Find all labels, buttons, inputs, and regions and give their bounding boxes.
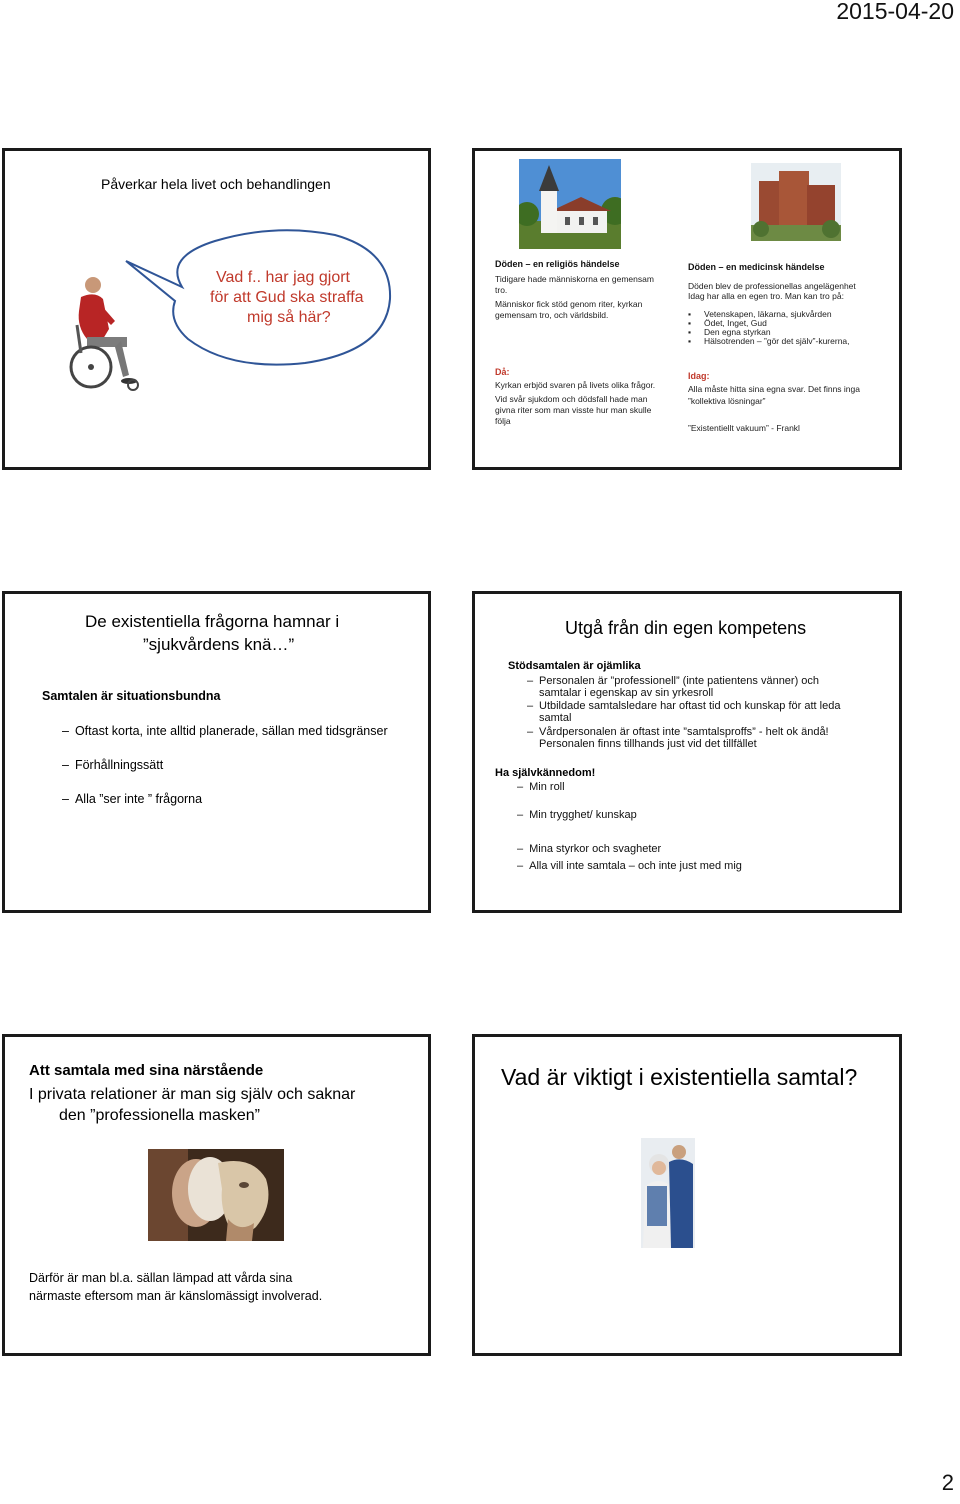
dash-icon: – (527, 700, 534, 712)
slide-6 (472, 1034, 902, 1356)
then-line-4: följa (495, 416, 511, 426)
slide-title: Vad är viktigt i existentiella samtal? (501, 1064, 858, 1090)
today-label: Idag: (688, 371, 710, 381)
support-item-2b: samtal (539, 712, 572, 724)
page-number: 2 (941, 1470, 954, 1495)
support-heading: Stödsamtalen är ojämlika (508, 660, 641, 672)
self-item-3: – Mina styrkor och svagheter (517, 843, 661, 856)
masks-photo (148, 1149, 284, 1241)
slide-title-line-2: ”sjukvårdens knä…” (143, 635, 295, 654)
hospital-photo (751, 163, 841, 241)
slide-2 (472, 148, 902, 470)
relatives-line-1: I privata relationer är man sig själv och saknar (29, 1086, 356, 1103)
bubble-line-3: mig så här? (247, 309, 331, 326)
support-item-1a: Personalen är ”professionell” (inte patientens vänner) och (539, 675, 820, 687)
religious-line-1: Tidigare hade människorna en gemensam (495, 274, 654, 284)
slide-5 (2, 1034, 431, 1356)
then-line-3: givna riter som man visste hur man skulle (495, 405, 652, 415)
situational-item-1: – Oftast korta, inte alltid planerade, sällan med tidsgränser (62, 724, 388, 738)
bubble-line-2: för att Gud ska straffa (210, 289, 364, 306)
self-item-4: – Alla vill inte samtala – och inte just med mig (517, 860, 742, 873)
religious-line-3: Människor fick stöd genom riter, kyrkan (495, 299, 643, 309)
slide-title: Utgå från din egen kompetens (565, 618, 807, 638)
bubble-line-1: Vad f.. har jag gjort (216, 269, 350, 286)
support-item-2a: Utbildade samtalsledare har oftast tid och kunskap för att leda (539, 700, 841, 712)
slide-3 (2, 591, 431, 913)
then-line-1: Kyrkan erbjöd svaren på livets olika frågor. (495, 380, 656, 390)
slide-1 (2, 148, 431, 470)
self-awareness-heading: Ha självkännedom! (495, 767, 596, 779)
dash-icon: – (527, 675, 534, 687)
conclusion-line-2: närmaste eftersom man är känslomässigt involverad. (29, 1289, 323, 1303)
situational-heading: Samtalen är situationsbundna (42, 689, 221, 703)
wheelchair-man-illustration (63, 275, 147, 397)
page-date: 2015-04-20 (836, 0, 954, 24)
today-line-2: ”kollektiva lösningar” (688, 396, 766, 406)
medical-bullet-2: ▪ Ödet, Inget, Gud (704, 318, 767, 329)
religious-line-2: tro. (495, 285, 508, 295)
medical-bullet-1: ▪ Vetenskapen, läkarna, sjukvården (704, 309, 832, 320)
relatives-line-2: den ”professionella masken” (59, 1107, 260, 1124)
situational-item-2: – Förhållningssätt (62, 758, 163, 772)
support-item-3a: Vårdpersonalen är oftast inte ”samtalsproffs” - helt ok ändå! (539, 726, 829, 738)
then-label: Då: (495, 367, 510, 377)
dash-icon: – (527, 726, 534, 738)
relatives-heading: Att samtala med sina närstående (29, 1062, 264, 1079)
medical-bullet-3: ▪ Den egna styrkan (704, 327, 771, 338)
then-line-2: Vid svår sjukdom och dödsfall hade man (495, 394, 648, 404)
conclusion-line-1: Därför är man bl.a. sällan lämpad att vårda sina (29, 1271, 293, 1285)
situational-item-3: – Alla ”ser inte ” frågorna (62, 792, 202, 806)
slide-title-line-1: De existentiella frågorna hamnar i (85, 612, 340, 631)
nurse-patient-photo (641, 1138, 695, 1248)
slide-title: Påverkar hela livet och behandlingen (101, 176, 331, 192)
frankl-quote: ”Existentiellt vakuum” - Frankl (688, 423, 800, 433)
slide-4 (472, 591, 902, 913)
church-photo (519, 159, 621, 249)
medical-line-1: Döden blev de professionellas angelägenhet (688, 281, 856, 291)
medical-heading: Döden – en medicinsk händelse (688, 262, 825, 272)
self-item-1: – Min roll (517, 781, 565, 794)
support-item-3b: Personalen finns tillhands just vid det tillfället (539, 738, 757, 750)
support-item-1b: samtalar i egenskap av sin yrkesroll (539, 687, 714, 699)
today-line-1: Alla måste hitta sina egna svar. Det finns inga (688, 384, 860, 394)
religious-heading: Döden – en religiös händelse (495, 259, 620, 269)
medical-line-2: Idag har alla en egen tro. Man kan tro på: (688, 291, 844, 301)
self-item-2: – Min trygghet/ kunskap (517, 809, 637, 822)
medical-bullet-4: ▪ Hälsotrenden – ”gör det själv”-kurerna, (704, 336, 850, 347)
religious-line-4: gemensam tro, och världsbild. (495, 310, 609, 320)
